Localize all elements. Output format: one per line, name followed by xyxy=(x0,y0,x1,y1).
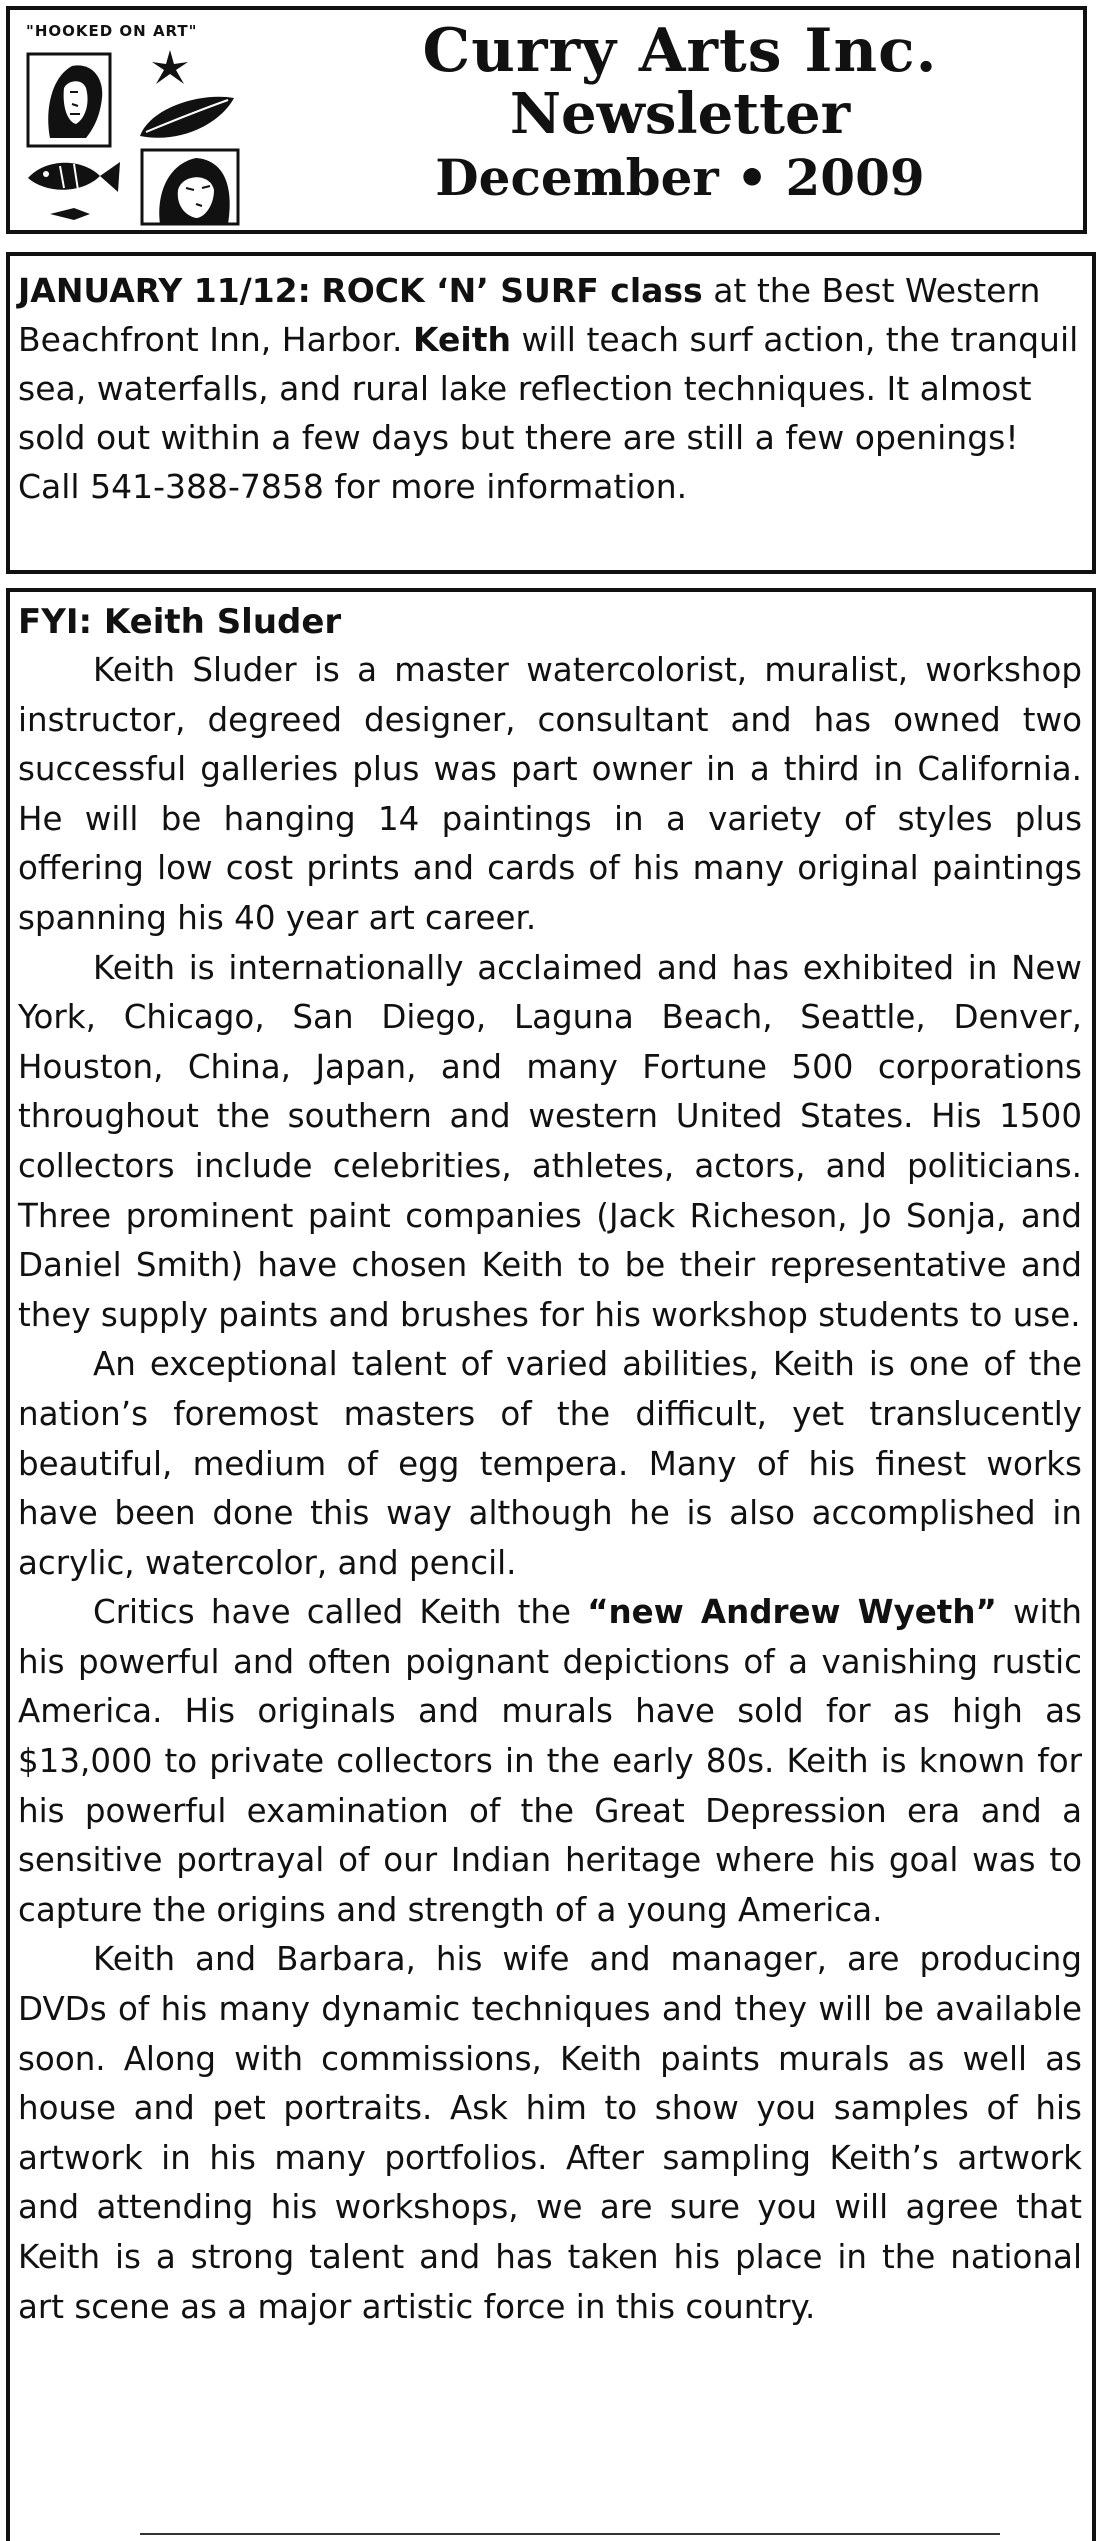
fyi-body xyxy=(18,598,1082,2332)
newsletter-title xyxy=(290,18,1070,205)
bottom-divider xyxy=(140,2533,1000,2535)
announcement-location: at the Best Western Beachfront Inn, Harbor. xyxy=(18,271,1041,359)
article-paragraph: Keith and Barbara, his wife and manager, are producing DVDs of his many dynamic techniques and they will be available soon. Along with commissions, Keith paints murals as well as house and pet portraits. Ask him to show you samples of his artwork in his many portfolios. After sampling Keith’s artwork and attending his workshops, we are sure you will agree that Keith is a strong talent and has taken his place in the national art scene as a major artistic force in this country. xyxy=(18,1940,1082,2326)
class-announcement xyxy=(6,252,1096,574)
announcement-text xyxy=(18,266,1082,511)
fyi-article xyxy=(6,588,1096,2541)
instructor-name: Keith xyxy=(413,320,511,359)
logo-text: "HOOKED ON ART" xyxy=(26,22,198,40)
announcement-class-name: ROCK ‘N’ SURF class xyxy=(321,271,703,310)
article-paragraph: Keith Sluder is a master watercolorist, muralist, workshop instructor, degreed designer, consultant and has owned two successful galleries plus was part owner in a third in California. He will be hanging 14 paintings in a variety of styles plus offering low cost prints and cards of his many original paintings spanning his 40 year art career. xyxy=(18,651,1082,937)
article-paragraph xyxy=(18,1588,1082,1935)
fyi-heading: FYI: Keith Sluder xyxy=(18,602,342,642)
andrew-wyeth-quote: “new Andrew Wyeth” xyxy=(587,1593,997,1632)
newsletter-label: Newsletter xyxy=(509,81,851,147)
logo-artwork-icon xyxy=(20,18,245,226)
paragraph-lead: Critics have called Keith the xyxy=(93,1593,588,1632)
issue-date: December • 2009 xyxy=(435,147,925,207)
article-paragraph: Keith is internationally acclaimed and has exhibited in New York, Chicago, San Diego, Laguna Beach, Seattle, Denver, Houston, China, Japan, and many Fortune 500 corporations throughout the southern and western United States. His 1500 collectors include celebrities, athletes, actors, and politicians. Three prominent paint companies (Jack Richeson, Jo Sonja, and Daniel Smith) have chosen Keith to be their representative and they supply paints and brushes for his workshop students to use. xyxy=(18,948,1082,1334)
hooked-on-art-logo xyxy=(20,18,245,226)
announcement-details: will teach surf action, the tranquil sea, waterfalls, and rural lake reflection techniques. It almost sold out within a few days but there are still a few openings! Call 541-388-7858 for more information. xyxy=(18,320,1079,506)
paragraph-rest: with his powerful and often poignant depictions of a vanishing rustic America. His originals and murals have sold for as high as $13,000 to private collectors in the early 80s. Keith is known for his powerful examination of the Great Depression era and a sensitive portrayal of our Indian heritage where his goal was to capture the origins and strength of a young America. xyxy=(18,1593,1082,1929)
article-paragraph: An exceptional talent of varied abilities, Keith is one of the nation’s foremost masters of the difficult, yet translucently beautiful, medium of egg tempera. Many of his finest works have been done this way although he is also accomplished in acrylic, watercolor, and pencil. xyxy=(18,1345,1082,1582)
company-name: Curry Arts Inc. xyxy=(422,16,938,86)
announcement-date: JANUARY 11/12: xyxy=(18,271,311,310)
newsletter-header xyxy=(6,6,1087,234)
